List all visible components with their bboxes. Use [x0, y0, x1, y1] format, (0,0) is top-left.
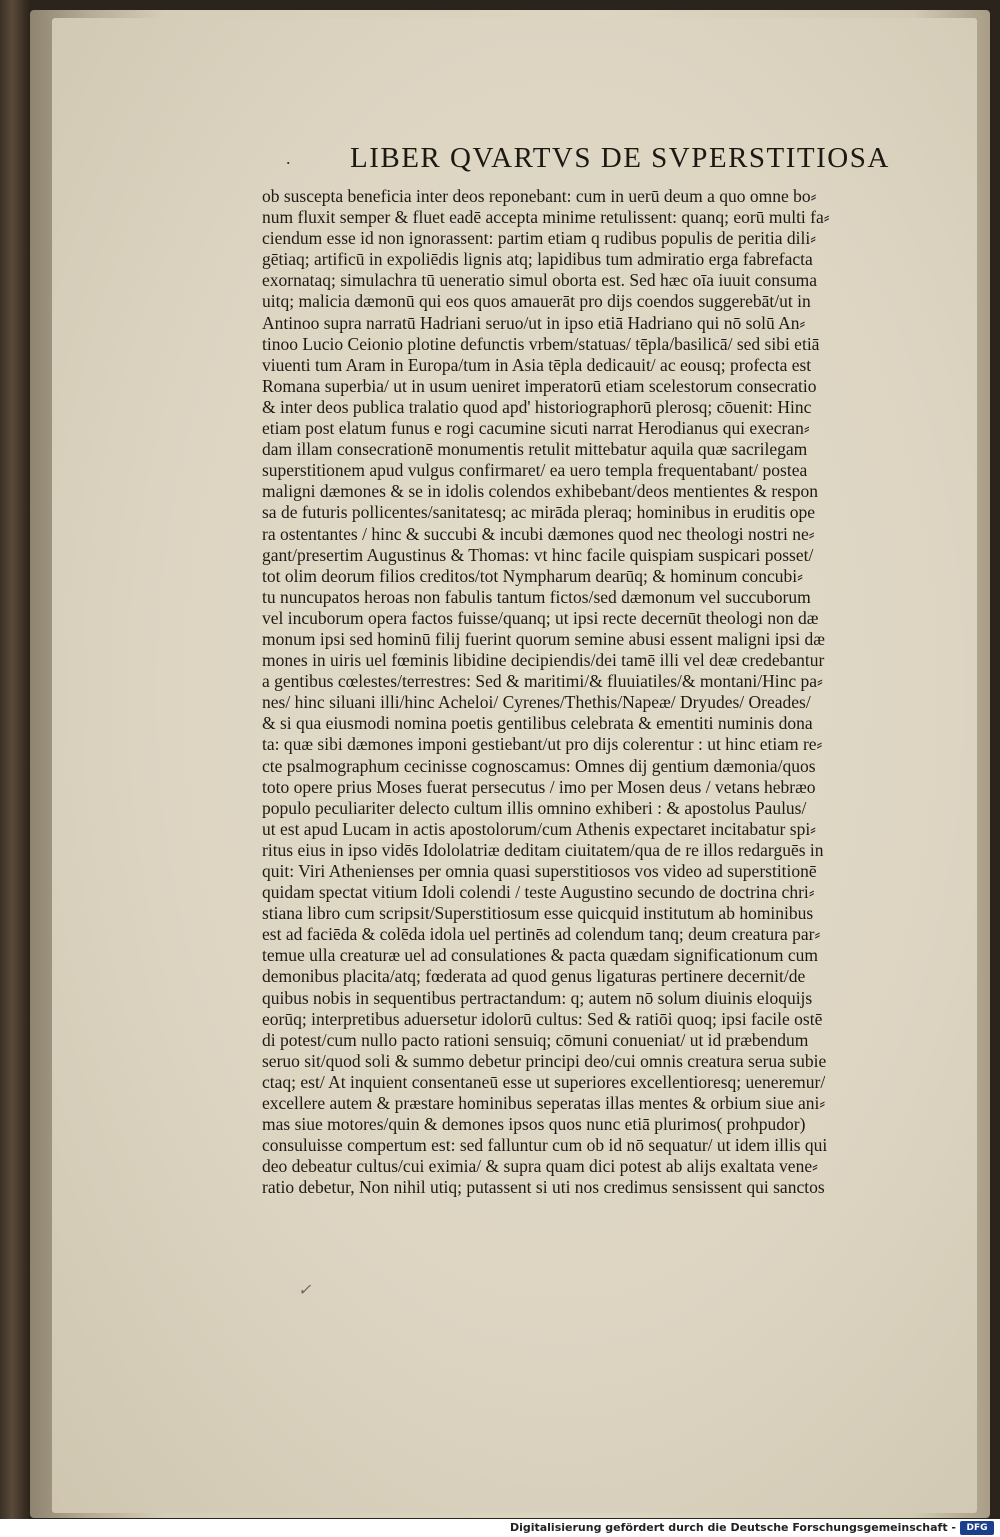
- running-head: LIBER QVARTVS DE SVPERSTITIOSA: [350, 142, 890, 174]
- text-line: dam illam consecrationē monumentis retulit mittebatur aquila quæ sacrilegam: [262, 439, 808, 460]
- text-line: nes/ hinc siluani illi/hinc Acheloi/ Cyrenes/Thethis/Napeæ/ Dryudes/ Oreades/: [262, 692, 811, 713]
- text-line: quidam spectat vitium Idoli colendi / teste Augustino secundo de doctrina chri⸗: [262, 882, 815, 903]
- text-line: temue ulla creaturæ uel ad consulationes & pacta quædam significationum cum: [262, 945, 818, 966]
- text-line: deo debeatur cultus/cui eximia/ & supra quam dici potest ab alijs exaltata vene⸗: [262, 1156, 818, 1177]
- text-line: uitq; malicia dæmonū qui eos quos amauerāt pro dijs coendos suggerebāt/ut in: [262, 291, 811, 312]
- book-binding: [0, 0, 30, 1537]
- text-line: ratio debetur, Non nihil utiq; putassent si uti nos credimus sensissent qui sanctos: [262, 1177, 825, 1198]
- text-line: & si qua eiusmodi nomina poetis gentilibus celebrata & ementiti numinis dona: [262, 713, 813, 734]
- text-line: ob suscepta beneficia inter deos reponebant: cum in uerū deum a quo omne bo⸗: [262, 186, 817, 206]
- text-line: viuenti tum Aram in Europa/tum in Asia tēpla dedicauit/ ac eousq; profecta est: [262, 354, 812, 375]
- text-line: tu nuncupatos heroas non fabulis tantum fictos/sed dæmonum vel succuborum: [262, 586, 811, 607]
- dfg-logo: DFG: [960, 1521, 994, 1535]
- text-line: stiana libro cum scripsit/Superstitiosum esse quicquid institutum ab hominibus: [262, 903, 814, 924]
- text-line: mones in uiris uel fœminis libidine decipiendis/dei tamē illi vel deæ credebantur: [262, 650, 825, 671]
- text-line: ta: quæ sibi dæmones imponi gestiebant/ut pro dijs colerentur : ut hinc etiam re⸗: [262, 734, 823, 755]
- text-line: a gentibus cœlestes/terrestres: Sed & maritimi/& fluuiatiles/& montani/Hinc pa⸗: [262, 671, 823, 692]
- pencil-mark: ✓: [298, 1282, 312, 1299]
- text-line: gant/presertim Augustinus & Thomas: vt hinc facile quispiam suspicari posset/: [262, 544, 814, 565]
- text-line: mas siue motores/quin & demones ipsos quos nunc etiā plurimos( prohpudor): [262, 1114, 806, 1135]
- text-line: tot olim deorum filios creditos/tot Nympharum dearūq; & hominum concubi⸗: [262, 565, 803, 586]
- head-mark: .: [286, 148, 291, 168]
- text-line: etiam post elatum funus e rogi cacumine sicuti narrat Herodianus qui execran⸗: [262, 418, 810, 439]
- text-line: vel incuborum opera factos fuisse/quanq; ut ipsi recte decernūt theologi non dæ: [262, 607, 819, 628]
- body-text: [262, 186, 937, 1199]
- text-line: ritus eius in ipso vidēs Idololatriæ deditam ciuitatem/qua de re illos redarguēs in: [262, 839, 824, 860]
- text-line: consuluisse compertum est: sed falluntur cum ob id nō sequatur/ ut idem illis qui: [262, 1135, 828, 1156]
- funding-note: Digitalisierung gefördert durch die Deutsche Forschungsgemeinschaft -: [509, 1521, 956, 1534]
- text-line: Antinoo supra narratū Hadriani seruo/ut in ipso etiā Hadriano qui nō solū An⸗: [262, 312, 806, 333]
- text-line: exornataq; simulachra tū ueneratio simul oborta est. Sed hæc oīa iuuit consuma: [262, 270, 818, 291]
- text-line: maligni dæmones & se in idolis colendos exhibebant/deos mentientes & respon: [262, 481, 819, 502]
- text-line: eorūq; interpretibus aduersetur idolorū cultus: Sed & ratiōi quoq; ipsi facile ostē: [262, 1008, 823, 1029]
- text-line: cte psalmographum cecinisse cognoscamus: Omnes dij gentium dæmonia/quos: [262, 755, 816, 776]
- text-line: populo peculiariter delecto cultum illis omnino exhiberi : & apostolus Paulus/: [262, 797, 807, 818]
- text-line: toto opere prius Moses fuerat persecutus / imo per Mosen deus / vetans hebræo: [262, 776, 816, 797]
- text-line: ctaq; est/ At inquient consentaneū esse ut superiores excellentioresq; ueneremur/: [262, 1071, 826, 1092]
- text-line: quit: Viri Athenienses per omnia quasi superstitiosos vos video ad superstitionē: [262, 861, 817, 881]
- text-line: sa de futuris pollicentes/sanitatesq; ac mirāda pleraq; hominibus in eruditis ope: [262, 502, 816, 523]
- text-line: quibus nobis in sequentibus pertractandum: q; autem nō solum diuinis eloquijs: [262, 987, 813, 1008]
- text-line: ra ostentantes / hinc & succubi & incubi dæmones quod nec theologi nostri ne⸗: [262, 523, 815, 544]
- text-line: demonibus placita/atq; fœderata ad quod genus ligaturas pertinere decernit/de: [262, 966, 806, 987]
- text-line: di potest/cum nullo pacto rationi sensuiq; cōmuni conueniat/ ut id præbendum: [262, 1029, 809, 1050]
- text-line: superstitionem apud vulgus confirmaret/ ea uero templa frequentabant/ postea: [262, 460, 808, 481]
- text-line: est ad faciēda & colēda idola uel pertinēs ad colendum tanq; deum creatura par⸗: [262, 924, 821, 945]
- text-line: ut est apud Lucam in actis apostolorum/cum Athenis expectaret incitabatur spi⸗: [262, 818, 817, 839]
- text-line: gētiaq; artificū in expoliēdis lignis atq; lapidibus tum admiratio erga fabrefacta: [262, 249, 813, 270]
- text-line: tinoo Lucio Ceionio plotine defunctis vrbem/statuas/ tēpla/basilicā/ sed sibi etiā: [262, 333, 820, 354]
- text-line: monum ipsi sed hominū filij fuerint quorum semine abusi essent maligni ipsi dæ: [262, 628, 825, 649]
- text-line: ciendum esse id non ignorassent: partim etiam q rudibus populis de peritia dili⸗: [262, 228, 817, 249]
- text-line: Romana superbia/ ut in usum ueniret imperatorū etiam scelestorum consecratio: [262, 375, 817, 396]
- text-line: & inter deos publica tralatio quod apd' historiographorū plerosq; cōuenit: Hinc: [262, 396, 812, 417]
- text-line: seruo sit/quod soli & summo debetur principi deo/cui omnis creatura serua subie: [262, 1050, 827, 1071]
- text-line: excellere autem & præstare hominibus seperatas illas mentes & orbium siue ani⸗: [262, 1093, 826, 1114]
- text-line: num fluxit semper & fluet eadē accepta minime retulissent: quanq; eorū multi fa⸗: [262, 207, 830, 228]
